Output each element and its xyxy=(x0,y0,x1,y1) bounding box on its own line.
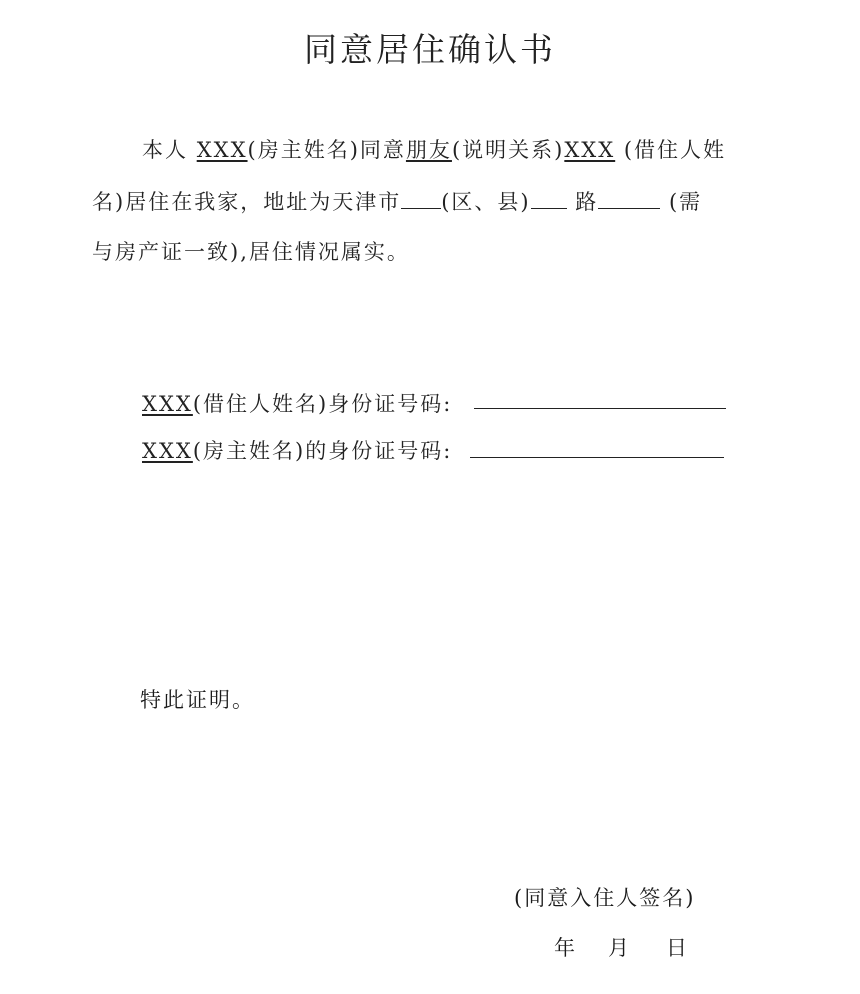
body-text: (需 xyxy=(660,190,703,214)
body-text: (房主姓名)同意 xyxy=(247,138,406,162)
road-name-blank[interactable] xyxy=(531,190,567,209)
date-day: 日 xyxy=(666,936,687,960)
body-text: (区、县) xyxy=(441,190,531,214)
road-number-blank[interactable] xyxy=(598,190,660,209)
body-line-1 xyxy=(142,134,726,164)
borrower-name-placeholder: XXX xyxy=(142,392,193,416)
owner-id-label: (房主姓名)的身份证号码: xyxy=(192,439,453,463)
borrower-id-line xyxy=(142,388,452,418)
date-month: 月 xyxy=(608,936,629,960)
borrower-id-blank[interactable] xyxy=(474,408,726,409)
borrower-name-placeholder: XXX xyxy=(564,138,616,162)
body-text: 路 xyxy=(566,190,599,214)
district-blank[interactable] xyxy=(401,190,441,209)
date-year: 年 xyxy=(554,936,575,960)
body-line-2 xyxy=(92,186,702,216)
owner-id-blank[interactable] xyxy=(470,457,724,458)
owner-id-line xyxy=(142,435,452,465)
body-text: (说明关系) xyxy=(451,138,565,162)
body-text: 名)居住在我家，地址为天津市 xyxy=(92,190,402,214)
document-title: 同意居住确认书 xyxy=(304,30,556,69)
body-text: 本人 xyxy=(142,138,188,162)
closing-statement: 特此证明。 xyxy=(140,688,255,712)
body-text: (借住人姓 xyxy=(615,138,727,162)
owner-name-placeholder: XXX xyxy=(196,138,248,162)
owner-name-placeholder: XXX xyxy=(142,439,193,463)
relation-text: 朋友 xyxy=(405,138,452,162)
signature-label: (同意入住人签名) xyxy=(514,886,696,910)
body-line-3: 与房产证一致),居住情况属实。 xyxy=(92,240,410,264)
borrower-id-label: (借住人姓名)身份证号码: xyxy=(192,392,453,416)
